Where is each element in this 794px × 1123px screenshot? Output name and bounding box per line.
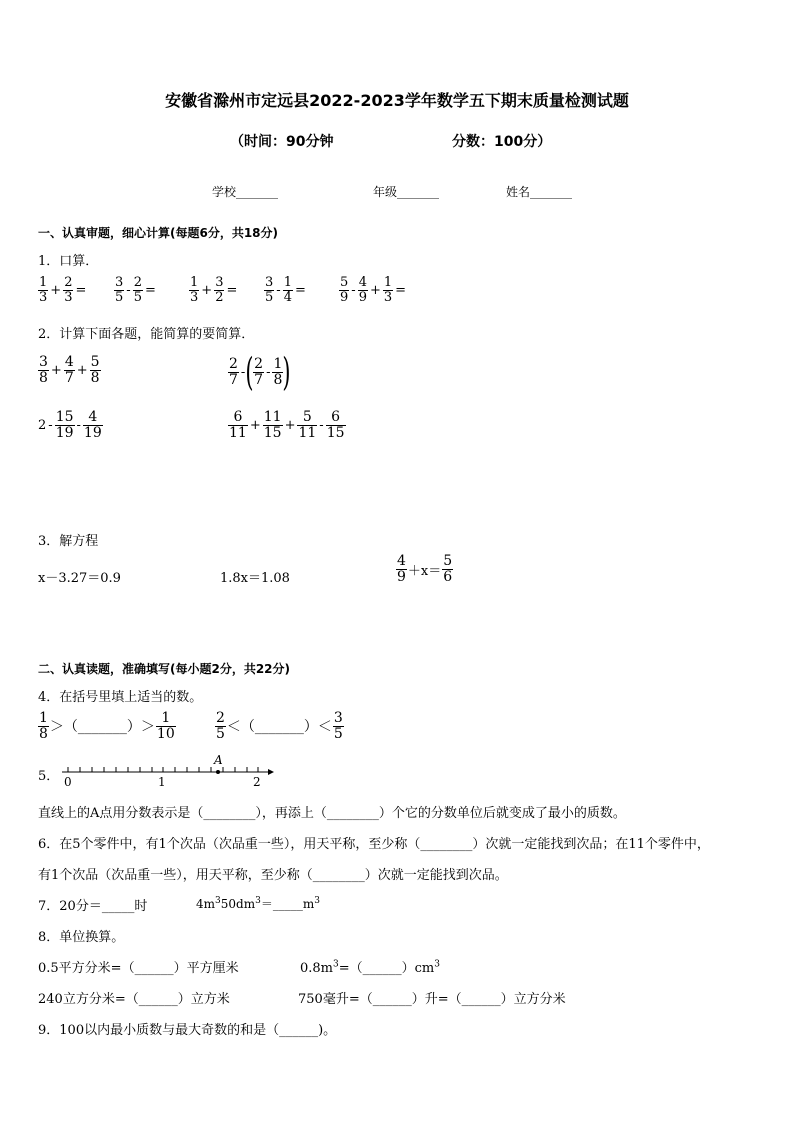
fraction: $\frac{5}{6}$ — [443, 553, 453, 585]
section2-title: 二、认真读题，准确填写(每小题2分，共22分) — [38, 662, 291, 676]
fraction: $\frac{3}{5}$ — [115, 275, 124, 305]
q5-number: 5． — [38, 769, 60, 784]
q4-inequality-2: $\frac{2}{5}$ ＜（_______）＜ $\frac{3}{5}$ — [216, 710, 343, 742]
q2-expr-3: 2 - $\frac{15}{19}$ - $\frac{4}{19}$ — [38, 409, 102, 441]
q4-label: 4．在括号里填上适当的数。 — [38, 690, 203, 705]
q8-label: 8．单位换算。 — [38, 930, 125, 945]
fraction: $\frac{1}{3}$ — [190, 275, 199, 305]
q1-item-1: $\frac{1}{3}$ + $\frac{2}{3}$ = — [39, 275, 87, 305]
q3-label: 3．解方程 — [38, 534, 99, 549]
fraction: $\frac{1}{8}$ — [39, 710, 48, 742]
q5-text: 直线上的A点用分数表示是（________），再添上（________）个它的分数单位后就变成了最小的质数。 — [38, 806, 626, 821]
fraction: $\frac{4}{19}$ — [83, 409, 102, 441]
grade-field[interactable]: 年级_______ — [373, 185, 440, 199]
q8-part-b: $0.8m^3=(\_\_\_\_\_\_)cm^3$ — [300, 959, 440, 976]
fraction: $\frac{3}{8}$ — [39, 354, 48, 386]
score-label: 分数：100分） — [452, 134, 552, 150]
fraction: $\frac{1}{3}$ — [39, 275, 48, 305]
fraction: $\frac{4}{7}$ — [64, 354, 74, 386]
q7-part-a: 7．20分＝_____时 — [38, 899, 148, 914]
q8-part-a: 0.5平方分米=（______）平方厘米 — [38, 961, 239, 976]
fraction: $\frac{1}{4}$ — [283, 275, 292, 305]
fraction: $\frac{15}{19}$ — [55, 409, 74, 441]
section1-title: 一、认真审题，细心计算(每题6分，共18分) — [38, 226, 279, 240]
q7-part-b: $4m^350dm^3=\_\_\_\_\_m^3$ — [196, 896, 320, 911]
fraction: $\frac{2}{7}$ — [254, 355, 264, 388]
q6-line-2: 有1个次品（次品重一些），用天平称，至少称（________）次就一定能找到次品。 — [38, 868, 508, 883]
point-a — [216, 770, 220, 774]
fraction: $\frac{5}{11}$ — [298, 409, 317, 441]
right-paren: ) — [282, 350, 291, 394]
q2-expr-4: $\frac{6}{11}$ + $\frac{11}{15}$ + $\frac{5}{11}$ - $\frac{6}{15}$ — [229, 409, 345, 441]
fraction: $\frac{1}{10}$ — [156, 710, 175, 742]
q2-expr-2: $\frac{2}{7}$ - ( $\frac{2}{7}$ - $\frac{1}{8}$ ) — [229, 350, 291, 394]
fraction: $\frac{11}{15}$ — [263, 409, 282, 441]
fraction: $\frac{6}{11}$ — [229, 409, 247, 441]
tick-label-2: 2 — [253, 775, 261, 789]
q3-equation-3: $\frac{4}{9}$ ＋x＝ $\frac{5}{6}$ — [397, 553, 453, 585]
fraction: $\frac{6}{15}$ — [326, 409, 345, 441]
q3-equation-2: 1.8x＝1.08 — [220, 571, 290, 586]
q1-label: 1．口算． — [38, 254, 99, 269]
q1-item-5: $\frac{5}{9}$ - $\frac{4}{9}$ + $\frac{1}{3}$ = — [340, 275, 407, 305]
q1-item-2: $\frac{3}{5}$ - $\frac{2}{5}$ = — [115, 275, 156, 305]
tick-label-1: 1 — [158, 775, 166, 789]
fraction: $\frac{3}{5}$ — [265, 275, 274, 305]
fraction: $\frac{4}{9}$ — [397, 553, 406, 585]
fraction: $\frac{2}{5}$ — [133, 275, 142, 305]
q8-part-c: 240立方分米=（______）立方米 — [38, 992, 230, 1007]
number-line — [58, 752, 278, 792]
fraction: $\frac{3}{5}$ — [333, 710, 343, 742]
fraction: $\frac{5}{9}$ — [340, 275, 349, 305]
point-a-label: A — [214, 753, 223, 767]
q4-inequality-1: $\frac{1}{8}$ ＞（_______）＞ $\frac{1}{10}$ — [39, 710, 175, 742]
fraction: $\frac{1}{3}$ — [383, 275, 393, 305]
q8-part-d: 750毫升=（______）升=（______）立方分米 — [298, 992, 566, 1007]
q3-equation-1: x－3.27＝0.9 — [38, 571, 121, 586]
fraction: $\frac{4}{9}$ — [358, 275, 367, 305]
tick-label-0: 0 — [64, 775, 72, 789]
fraction: $\frac{2}{5}$ — [216, 710, 225, 742]
q1-item-3: $\frac{1}{3}$ + $\frac{3}{2}$ = — [190, 275, 238, 305]
fraction: $\frac{2}{7}$ — [229, 355, 238, 388]
q1-item-4: $\frac{3}{5}$ - $\frac{1}{4}$ = — [265, 275, 306, 305]
fraction: $\frac{2}{3}$ — [64, 275, 73, 305]
q6-line-1: 6．在5个零件中，有1个次品（次品重一些），用天平称，至少称（________）次就一定能找到次品；在11个零件中， — [38, 837, 710, 852]
left-paren: ( — [245, 350, 254, 394]
q2-label: 2．计算下面各题，能简算的要简算． — [38, 327, 255, 342]
name-field[interactable]: 姓名_______ — [506, 185, 573, 199]
fraction: $\frac{3}{2}$ — [215, 275, 224, 305]
q9-text: 9．100以内最小质数与最大奇数的和是（______)。 — [38, 1023, 337, 1038]
page-title: 安徽省滁州市定远县2022-2023学年数学五下期末质量检测试题 — [165, 91, 629, 110]
q2-expr-1: $\frac{3}{8}$ + $\frac{4}{7}$ + $\frac{5}{8}$ — [39, 354, 100, 386]
fraction: $\frac{5}{8}$ — [90, 354, 100, 386]
time-label: （时间：90分钟 — [230, 134, 334, 150]
school-field[interactable]: 学校_______ — [212, 185, 279, 199]
fraction: $\frac{1}{8}$ — [273, 355, 283, 388]
